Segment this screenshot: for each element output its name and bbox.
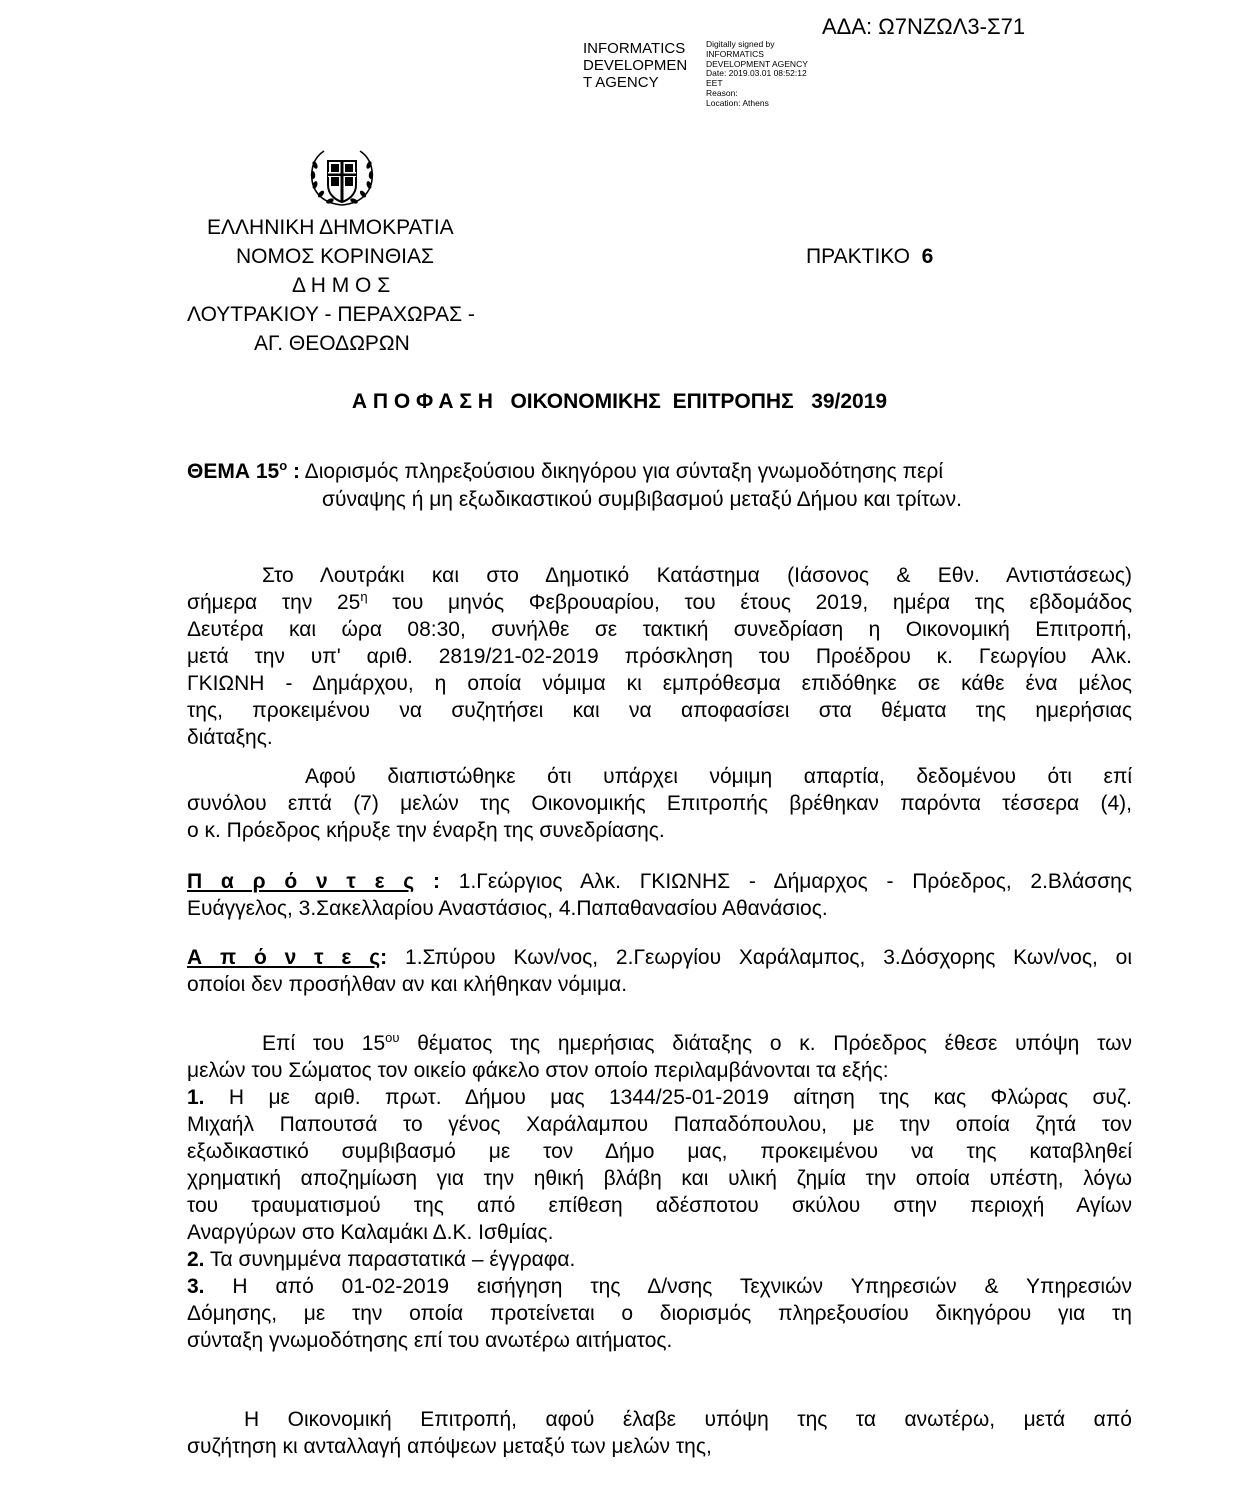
signature-meta-line: DEVELOPMENT AGENCY bbox=[706, 58, 808, 69]
topic-paragraph: Επί του $15^{o\upsilon}$ θέματος της ημερήσιας διάταξης ο κ. Πρόεδρος έθεσε υπόψη των μελών του Σώματος τον οικείο φάκελο στον οποίο περιλαμβάνονται τα εξής: 1. Η με αριθ. πρωτ. Δήμου μας 1344/25-01-2019 αίτηση της κας Φλώρας συζ. Μιχαήλ Παπουτσά το γένος Χαράλαμπου Παπαδόπουλου, με την οποία ζητά τον εξωδικαστικό συμβιβασμό με τον Δήμο μας, προκειμένου να της καταβληθεί χρηματική αποζημίωση για την ηθική βλάβη και υλική ζημία την οποία υπέστη, λόγω του τραυματισμού της από επίθεση αδέσποτου σκύλου στην περιοχή Αγίων Αναργύρων στο Καλαμάκι Δ.Κ. Ισθμίας. 2. Τα συνημμένα παραστατικά – έγγραφα. 3. Η από 01-02-2019 εισήγηση της Δ/νσης Τεχνικών Υπηρεσιών & Υπηρεσιών Δόμησης, με την οποία προτείνεται ο διορισμός πληρεξουσίου δικηγόρου για τη σύνταξη γνωμοδότησης επί του ανωτέρω αιτήματος. bbox=[187, 1030, 1132, 1352]
quorum-paragraph: Αφού διαπιστώθηκε ότι υπάρχει νόμιμη απαρτία, δεδομένου ότι επί συνόλου επτά (7) μελών της Οικονομικής Επιτροπής βρέθηκαν παρόντα τέσσερα (4), ο κ. Πρόεδρος κήρυξε την έναρξη της συνεδρίασης. bbox=[187, 765, 1132, 842]
signature-org-line: INFORMATICS bbox=[583, 40, 686, 57]
header-municipality-name: ΛΟΥΤΡΑΚΙΟΥ - ΠΕΡΑΧΩΡΑΣ - bbox=[187, 303, 475, 326]
header-country: ΕΛΛΗΝΙΚΗ ΔΗΜΟΚΡΑΤΙΑ bbox=[207, 216, 454, 239]
signature-meta-line: Location: Athens bbox=[706, 97, 769, 108]
list-item: 1. Η με αριθ. πρωτ. Δήμου μας 1344/25-01-2019 αίτηση της κας Φλώρας συζ. bbox=[187, 1086, 1132, 1109]
minutes-value: 6 bbox=[921, 245, 934, 268]
header-prefecture: ΝΟΜΟΣ ΚΟΡΙΝΘΙΑΣ bbox=[236, 245, 435, 268]
list-item: 2. Τα συνημμένα παραστατικά – έγγραφα. bbox=[187, 1248, 576, 1271]
header-municipality-label: Δ Η Μ Ο Σ bbox=[292, 274, 391, 297]
decision-title: Α Π Ο Φ Α Σ Η ΟΙΚΟΝΟΜΙΚΗΣ ΕΠΙΤΡΟΠΗΣ 39/2019 bbox=[351, 390, 888, 413]
minutes-number bbox=[806, 245, 933, 269]
signature-meta-line: Digitally signed by bbox=[706, 39, 775, 49]
ada-code: ΑΔΑ: Ω7ΝΖΩΛ3-Σ71 bbox=[822, 14, 1026, 39]
signature-org-line: DEVELOPMEN bbox=[583, 57, 688, 74]
signature-meta-line: EET bbox=[706, 78, 723, 89]
header-municipality-name-cont: ΑΓ. ΘΕΟΔΩΡΩΝ bbox=[254, 332, 410, 355]
signature-meta-line: INFORMATICS bbox=[706, 48, 764, 59]
signature-meta-line: Reason: bbox=[706, 87, 738, 98]
subject-label: ΘΕΜΑ $15^o$ : bbox=[187, 458, 300, 483]
signature-details bbox=[706, 40, 808, 109]
signature-meta-line: Date: 2019.03.01 08:52:12 bbox=[706, 68, 807, 79]
closing-paragraph: Η Οικονομική Επιτροπή, αφού έλαβε υπόψη της τα ανωτέρω, μετά από συζήτηση κι ανταλλαγή απόψεων μεταξύ των μελών της, bbox=[187, 1408, 1132, 1458]
absent-members: Α π ό ν τ ε ς: 1.Σπύρου Κων/νος, 2.Γεωργίου Χαράλαμπος, 3.Δόσχορης Κων/νος, οι οποίοι δεν προσήλθαν αν και κλήθηκαν νόμιμα. bbox=[187, 946, 1132, 996]
signature-org-line: T AGENCY bbox=[583, 74, 659, 91]
subject-text: Διορισμός πληρεξούσιου δικηγόρου για σύνταξη γνωμοδότησης περί bbox=[304, 460, 944, 483]
intro-paragraph: Στο Λουτράκι και στο Δημοτικό Κατάστημα (Ιάσονος & Εθν. Αντιστάσεως) σήμερα την $25^\eta$ του μηνός Φεβρουαρίου, του έτους 2019, ημέρα της εβδομάδος Δευτέρα και ώρα 08:30, συνήλθε σε τακτική συνεδρίαση η Οικονομική Επιτροπή, μετά την υπ' αριθ. 2819/21-02-2019 πρόσκληση του Προέδρου κ. Γεωργίου Αλκ. ΓΚΙΩΝΗ - Δημάρχου, η οποία νόμιμα κι εμπρόθεσμα επιδόθηκε σε κάθε ένα μέλος της, προκειμένου να συζητήσει και να αποφασίσει στα θέματα της ημερήσιας διάταξης. bbox=[187, 564, 1132, 749]
subject-line bbox=[187, 458, 943, 485]
signature-organization bbox=[583, 40, 687, 91]
absent-label: Α π ό ν τ ε ς bbox=[187, 946, 381, 969]
subject-text-cont: σύναψης ή μη εξωδικαστικού συμβιβασμού μεταξύ Δήμου και τρίτων. bbox=[322, 488, 962, 511]
minutes-label: ΠΡΑΚΤΙΚΟ bbox=[806, 245, 910, 268]
list-item: 3. Η από 01-02-2019 εισήγηση της Δ/νσης Τεχνικών Υπηρεσιών & Υπηρεσιών bbox=[187, 1275, 1132, 1298]
present-label: Π α ρ ό ν τ ε ς bbox=[187, 870, 415, 893]
present-members: Π α ρ ό ν τ ε ς : 1.Γεώργιος Αλκ. ΓΚΙΩΝΗΣ - Δήμαρχος - Πρόεδρος, 2.Βλάσσης Ευάγγελος, 3.Σακελλαρίου Αναστάσιος, 4.Παπαθανασίου Αθανάσιος. bbox=[187, 870, 1132, 920]
coat-of-arms-icon bbox=[306, 147, 378, 209]
